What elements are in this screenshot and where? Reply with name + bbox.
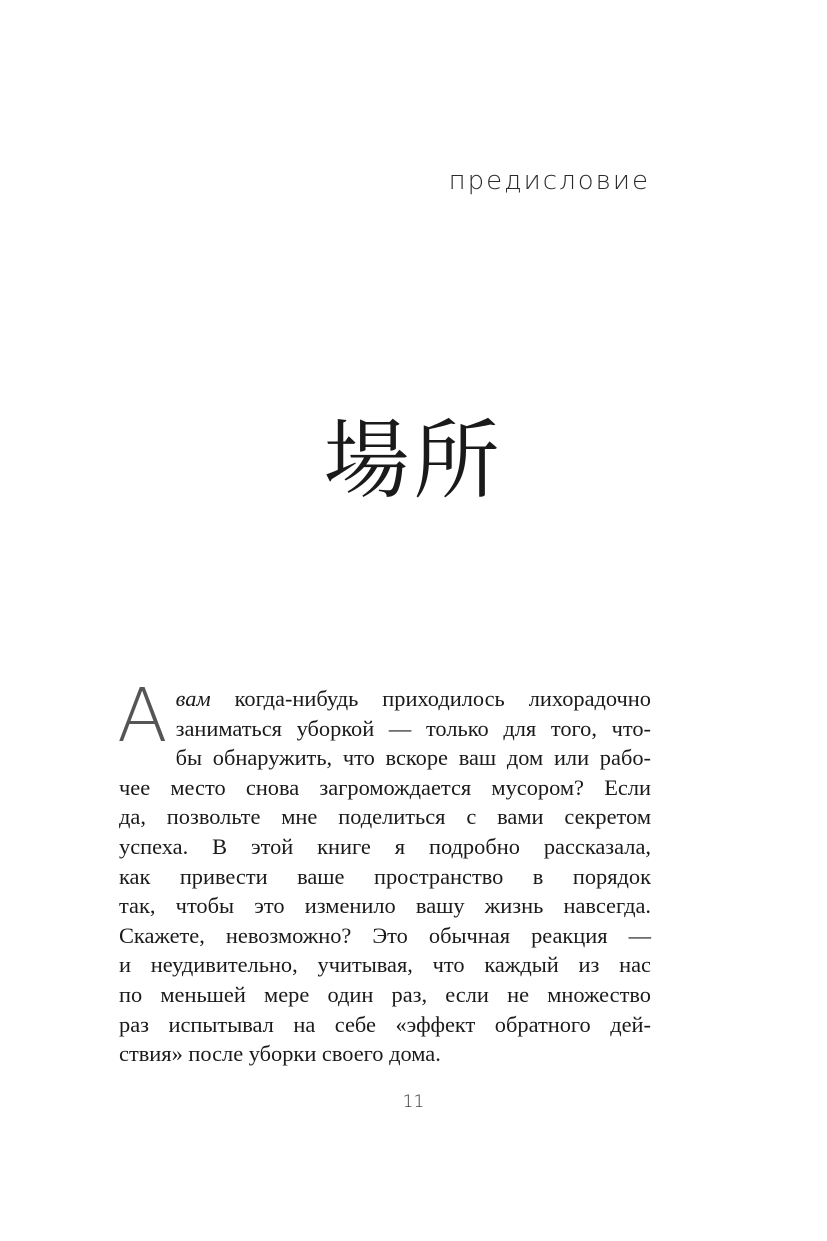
page-number: 11: [402, 1092, 425, 1112]
paragraph-line-last: ствия» после уборки своего дома.: [119, 1041, 441, 1067]
paragraph-line: бы обнаружить, что вскоре ваш дом или рабо-: [175, 745, 651, 771]
paragraph-line: чее место снова загромождается мусором? Если: [119, 774, 651, 800]
paragraph-line: как привести ваше пространство в порядок: [119, 863, 651, 889]
italic-word: вам: [175, 686, 211, 711]
drop-cap: А: [117, 673, 168, 759]
paragraph-line-1: [119, 684, 651, 714]
kanji-title: 場所: [323, 411, 504, 511]
line-1-rest: когда-нибудь приходилось лихорадочно: [210, 686, 651, 711]
body-paragraph: [117, 673, 651, 1069]
chapter-label: предисловие: [448, 166, 650, 196]
paragraph-line-2: заниматься уборкой — только для того, что-: [175, 715, 651, 741]
paragraph-line: да, позвольте мне поделиться с вами секретом: [119, 804, 651, 830]
paragraph-line: так, чтобы это изменило вашу жизнь навсегда.: [119, 893, 651, 919]
paragraph-line: и неудивительно, учитывая, что каждый из нас: [119, 952, 651, 978]
paragraph-line: Скажете, невозможно? Это обычная реакция —: [119, 922, 651, 948]
paragraph-line: по меньшей мере один раз, если не множество: [119, 981, 651, 1007]
paragraph-line: успеха. В этой книге я подробно рассказала,: [119, 833, 651, 859]
paragraph-line: раз испытывал на себе «эффект обратного дей-: [119, 1011, 651, 1037]
